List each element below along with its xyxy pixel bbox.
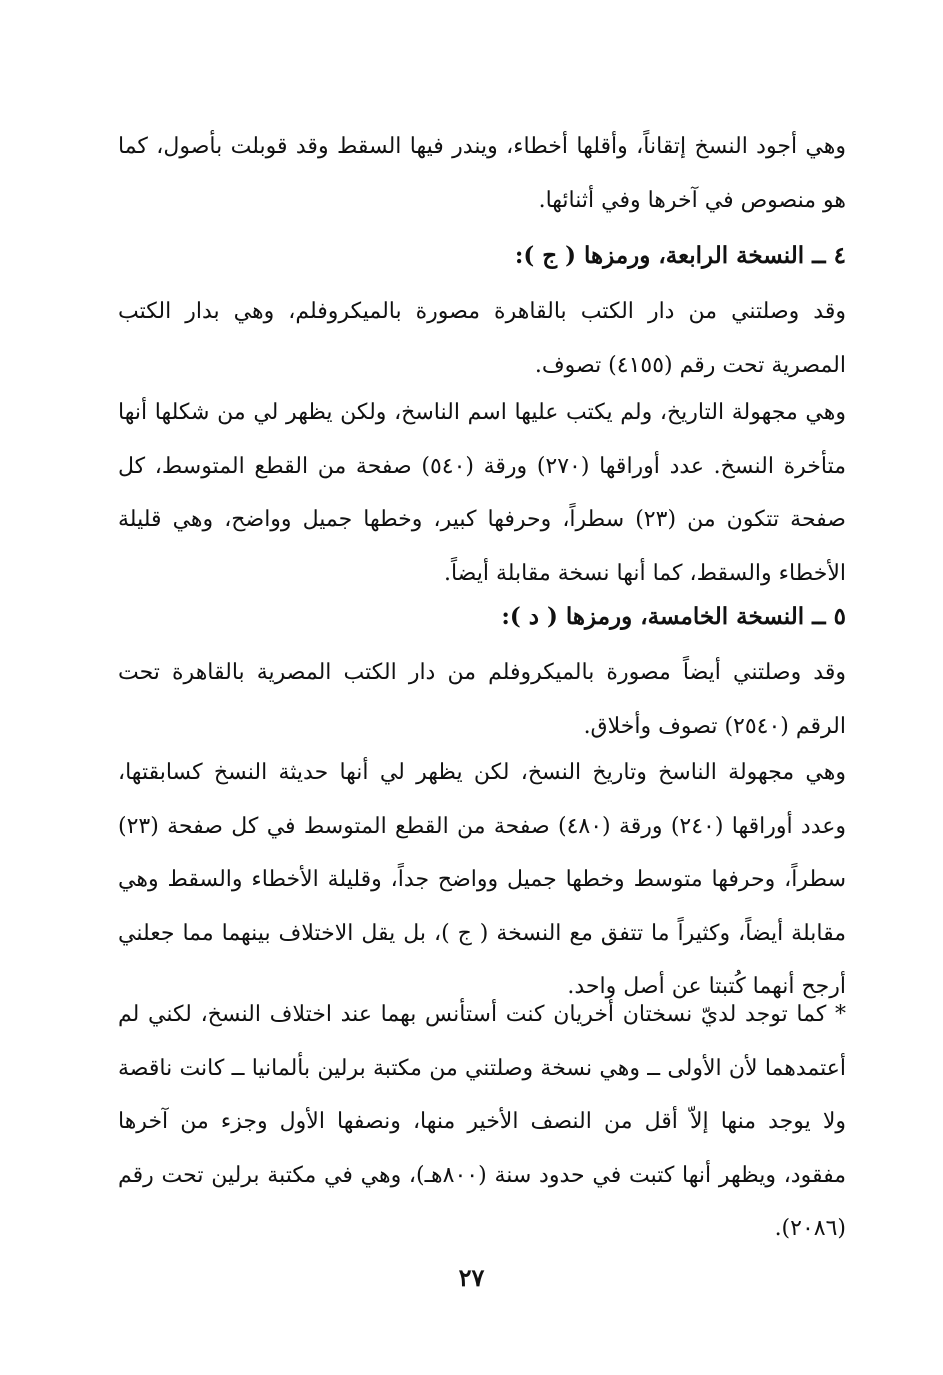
paragraph-fifth-source: وقد وصلتني أيضاً مصورة بالميكروفلم من دار الكتب المصرية بالقاهرة تحت الرقم (٢٥٤٠) تصوف وأخلاق. xyxy=(118,660,846,739)
paragraph-fourth-description: وهي مجهولة التاريخ، ولم يكتب عليها اسم الناسخ، ولكن يظهر لي من شكلها أنها متأخرة النسخ. عدد أوراقها (٢٧٠) ورقة (٥٤٠) صفحة من القطع المتوسط، كل صفحة تتكون من (٢٣) سطراً، وحرفها كبير، وخطها جميل وواضح، وهي قليلة الأخطاء والسقط، كما أنها نسخة مقابلة أيضاً. xyxy=(118,400,846,586)
paragraph-other-manuscripts: * كما توجد لديّ نسختان أخريان كنت أستأنس بهما عند اختلاف النسخ، لكني لم أعتمدهما لأن الأولى ــ وهي نسخة وصلتني من مكتبة برلين بألمانيا ــ كانت ناقصة ولا يوجد منها إلاّ أقل من النصف الأخير منها، ونصفها الأول وجزء من آخرها مفقود، ويظهر أنها كتبت في حدود سنة (٨٠٠هـ)، وهي في مكتبة برلين تحت رقم (٢٠٨٦). xyxy=(118,1002,847,1241)
heading-fourth-manuscript: ٤ ــ النسخة الرابعة، ورمزها ( ج ): xyxy=(514,242,846,269)
paragraph-fifth-description: وهي مجهولة الناسخ وتاريخ النسخ، لكن يظهر لي أنها حديثة النسخ كسابقتها، وعدد أوراقها (٢٤٠) ورقة (٤٨٠) صفحة من القطع المتوسط في كل صفحة (٢٣) سطراً، وحرفها متوسط وخطها جميل وواضح جداً، وقليلة الأخطاء والسقط وهي مقابلة أيضاً، وكثيراً ما تتفق مع النسخة ( ج )، بل يقل الاختلاف بينهما مما جعلني أرجح أنهما كُتبتا عن أصل واحد. xyxy=(118,760,846,999)
paragraph-fourth-source: وقد وصلتني من دار الكتب بالقاهرة مصورة بالميكروفلم، وهي بدار الكتب المصرية تحت رقم (٤١٥٥) تصوف. xyxy=(118,299,846,378)
page-number: ٢٧ xyxy=(458,1263,485,1292)
paragraph-manuscript-quality: وهي أجود النسخ إتقاناً، وأقلها أخطاء، ويندر فيها السقط وقد قوبلت بأصول، كما هو منصوص في آخرها وفي أثنائها. xyxy=(118,134,846,213)
heading-fifth-manuscript: ٥ ــ النسخة الخامسة، ورمزها ( د ): xyxy=(501,603,846,630)
